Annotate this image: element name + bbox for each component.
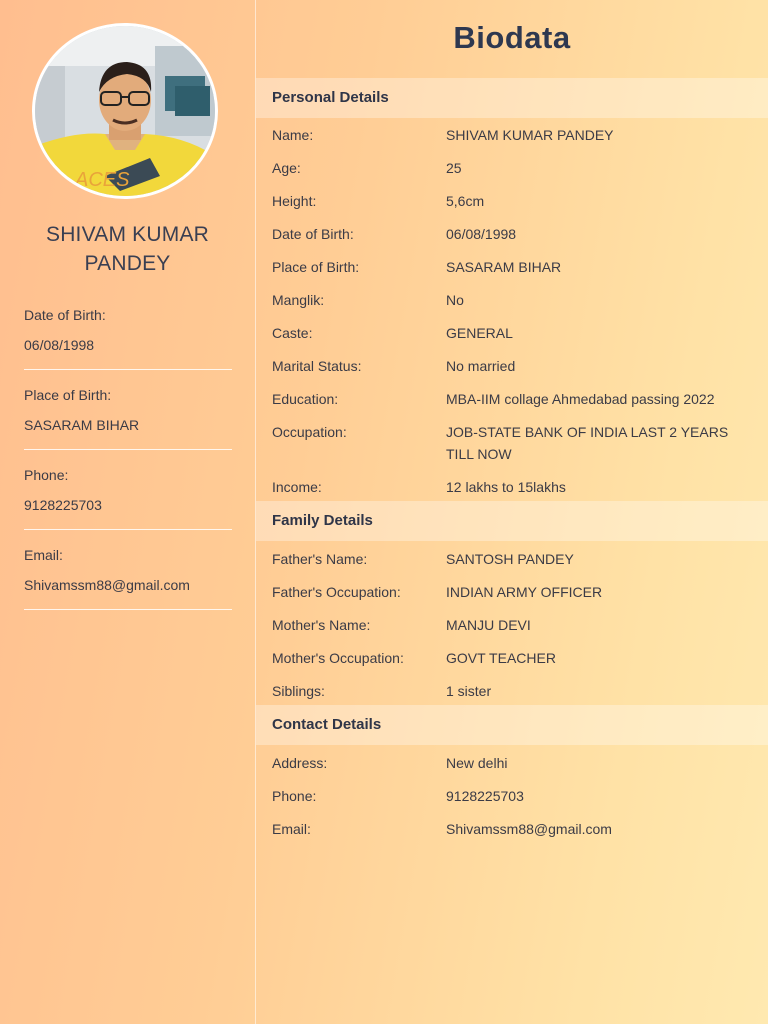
- side-item-phone: [24, 465, 232, 515]
- detail-label: Height:: [272, 193, 317, 209]
- detail-value: JOB-STATE BANK OF INDIA LAST 2 YEARS TILL NOW: [446, 424, 729, 462]
- detail-label: Father's Occupation:: [272, 584, 401, 600]
- detail-label: Occupation:: [272, 424, 347, 440]
- side-item-email: [24, 545, 232, 595]
- side-item-value: 06/08/1998: [24, 337, 95, 353]
- section-header-contact: [256, 705, 768, 745]
- detail-label: Phone:: [272, 788, 317, 804]
- detail-label: Name:: [272, 127, 314, 143]
- detail-value: 12 lakhs to 15lakhs: [446, 479, 566, 495]
- detail-label: Manglik:: [272, 292, 325, 308]
- detail-label: Father's Name:: [272, 551, 368, 567]
- detail-value: SHIVAM KUMAR PANDEY: [446, 127, 614, 143]
- detail-label: Mother's Occupation:: [272, 650, 404, 666]
- divider: [24, 609, 232, 610]
- divider: [24, 449, 232, 450]
- side-item-label: Place of Birth:: [24, 387, 112, 403]
- side-item-value: Shivamssm88@gmail.com: [24, 577, 190, 593]
- side-item-label: Phone:: [24, 467, 69, 483]
- side-name: [0, 220, 255, 278]
- main-content: [256, 0, 768, 1024]
- detail-label: Date of Birth:: [272, 226, 354, 242]
- detail-value: 06/08/1998: [446, 226, 517, 242]
- detail-value: 9128225703: [446, 788, 524, 804]
- detail-value: SASARAM BIHAR: [446, 259, 562, 275]
- detail-label: Mother's Name:: [272, 617, 371, 633]
- photo-shirt-text: ACES: [75, 169, 130, 191]
- detail-label: Marital Status:: [272, 358, 362, 374]
- side-name-line-1: SHIVAM KUMAR: [45, 223, 210, 246]
- side-item-value: SASARAM BIHAR: [24, 417, 140, 433]
- detail-value: 5,6cm: [446, 193, 485, 209]
- detail-value: MBA-IIM collage Ahmedabad passing 2022: [446, 391, 715, 407]
- side-item-pob: [24, 385, 232, 435]
- side-item-value: 9128225703: [24, 497, 102, 513]
- profile-photo: [32, 23, 218, 199]
- detail-value: GENERAL: [446, 325, 513, 341]
- divider: [24, 369, 232, 370]
- detail-value: 1 sister: [446, 683, 492, 699]
- detail-label: Caste:: [272, 325, 313, 341]
- side-item-dob: [24, 305, 232, 355]
- detail-label: Place of Birth:: [272, 259, 360, 275]
- side-item-label: Email:: [24, 547, 63, 563]
- detail-value: 25: [446, 160, 462, 176]
- section-title: Personal Details: [272, 89, 389, 106]
- detail-label: Email:: [272, 821, 311, 837]
- detail-label: Income:: [272, 479, 322, 495]
- detail-value: No: [446, 292, 464, 308]
- section-header-personal: [256, 78, 768, 118]
- section-title: Family Details: [272, 512, 373, 529]
- detail-label: Address:: [272, 755, 328, 771]
- side-item-label: Date of Birth:: [24, 307, 106, 323]
- detail-value: SANTOSH PANDEY: [446, 551, 574, 567]
- page-title: Biodata: [453, 20, 571, 55]
- section-title: Contact Details: [272, 716, 382, 733]
- sidebar: [0, 0, 256, 1024]
- profile-photo-image: [35, 26, 215, 196]
- detail-value: GOVT TEACHER: [446, 650, 556, 666]
- detail-label: Siblings:: [272, 683, 325, 699]
- detail-label: Age:: [272, 160, 301, 176]
- divider: [24, 529, 232, 530]
- detail-value: New delhi: [446, 755, 508, 771]
- detail-value: MANJU DEVI: [446, 617, 531, 633]
- detail-value: INDIAN ARMY OFFICER: [446, 584, 603, 600]
- side-name-line-2: PANDEY: [84, 252, 171, 275]
- section-header-family: [256, 501, 768, 541]
- detail-value: No married: [446, 358, 516, 374]
- detail-label: Education:: [272, 391, 339, 407]
- detail-value: Shivamssm88@gmail.com: [446, 821, 612, 837]
